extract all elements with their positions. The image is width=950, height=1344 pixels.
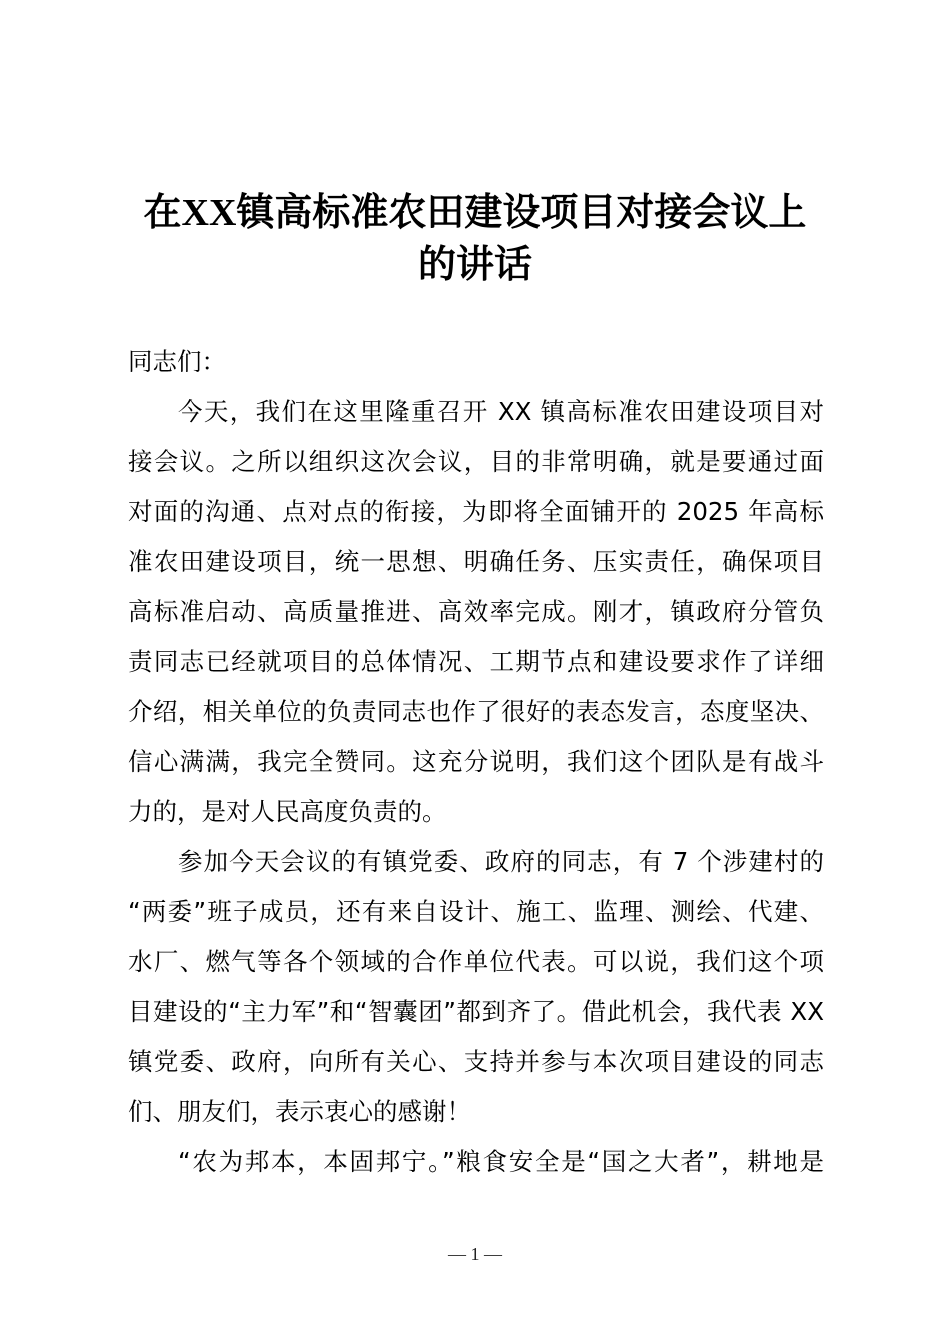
document-title-line-2: 的讲话 (417, 244, 532, 286)
paragraph-line: 镇党委、政府，向所有关心、支持并参与本次项目建设的同志 (128, 1047, 824, 1076)
paragraph-line: 接会议。之所以组织这次会议，目的非常明确，就是要通过面 (128, 447, 824, 476)
paragraph-line: 信心满满，我完全赞同。这充分说明，我们这个团队是有战斗 (128, 747, 824, 776)
paragraph-line: 介绍，相关单位的负责同志也作了很好的表态发言，态度坚决、 (128, 697, 824, 726)
paragraph-line: 参加今天会议的有镇党委、政府的同志，有 7 个涉建村的 (178, 847, 824, 876)
paragraph-line: 们、朋友们，表示衷心的感谢！ (128, 1097, 471, 1126)
document-title-line-1: 在XX镇高标准农田建设项目对接会议上 (143, 192, 807, 234)
document-body (128, 337, 824, 1187)
salutation: 同志们： (128, 347, 226, 376)
page-number: — 1 — (448, 1244, 502, 1264)
paragraph-line: “农为邦本，本固邦宁。”粮食安全是“国之大者”，耕地是 (178, 1147, 824, 1176)
paragraph-line: 今天，我们在这里隆重召开 XX 镇高标准农田建设项目对 (178, 397, 824, 426)
paragraph-line: 高标准启动、高质量推进、高效率完成。刚才，镇政府分管负 (128, 597, 824, 626)
paragraph-line: 目建设的“主力军”和“智囊团”都到齐了。借此机会，我代表 XX (128, 997, 824, 1026)
paragraph-line: 责同志已经就项目的总体情况、工期节点和建设要求作了详细 (128, 647, 824, 676)
paragraph-line: 准农田建设项目，统一思想、明确任务、压实责任，确保项目 (128, 547, 824, 576)
paragraph-line: 对面的沟通、点对点的衔接，为即将全面铺开的 2025 年高标 (128, 497, 824, 526)
paragraph-line: 水厂、燃气等各个领域的合作单位代表。可以说，我们这个项 (128, 947, 824, 976)
paragraph-line: “两委”班子成员，还有来自设计、施工、监理、测绘、代建、 (128, 897, 824, 926)
paragraph-line: 力的，是对人民高度负责的。 (128, 797, 447, 826)
